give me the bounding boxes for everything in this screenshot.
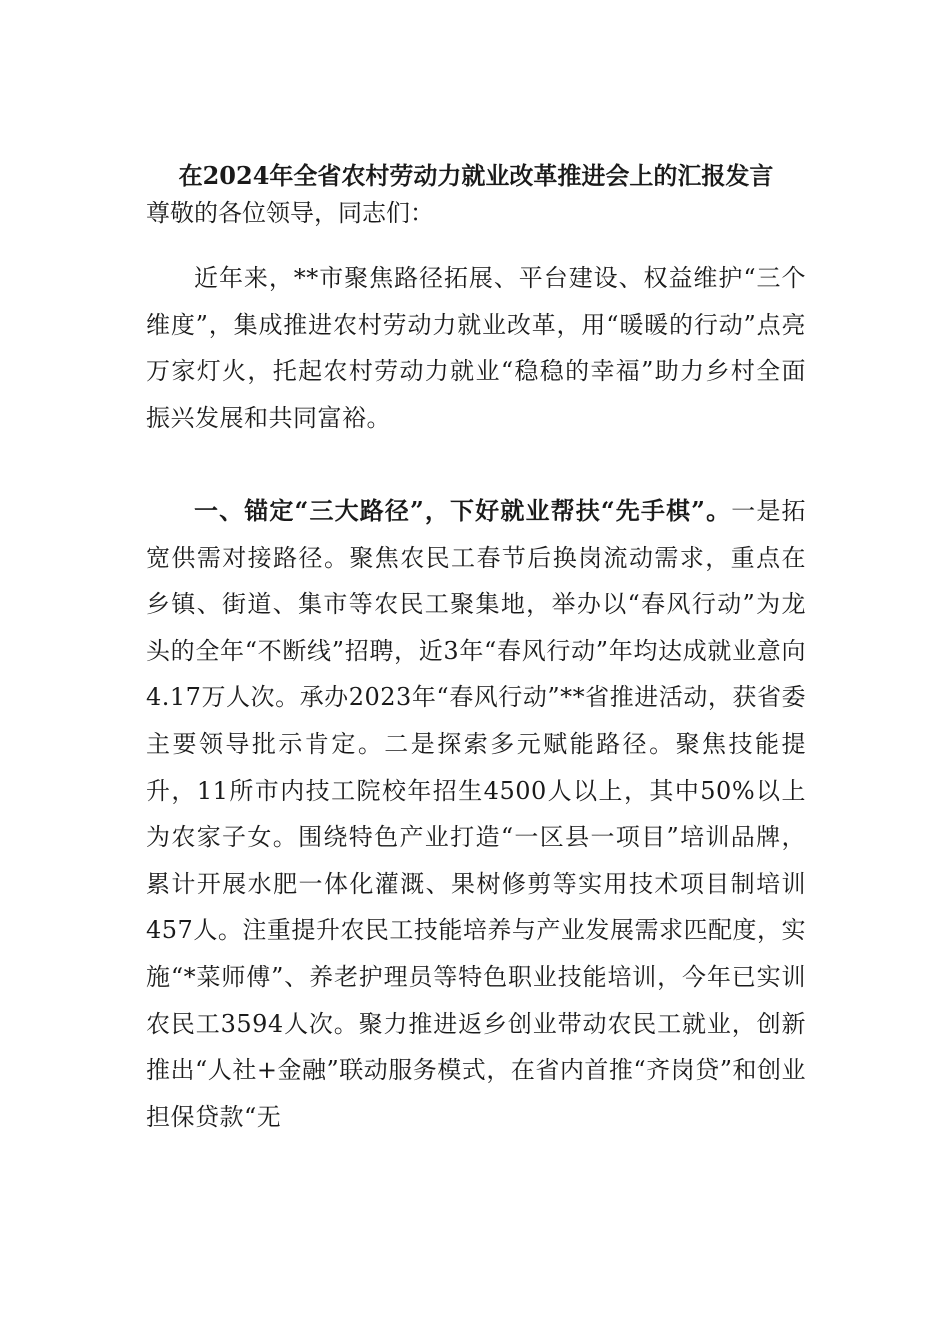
section-heading: 一、锚定“三大路径”，下好就业帮扶“先手棋”。 (194, 496, 732, 525)
paragraph-section-1 (146, 488, 806, 1140)
salutation: 尊敬的各位领导，同志们： (146, 199, 434, 227)
paragraph-intro: 近年来，**市聚焦路径拓展、平台建设、权益维护“三个维度”，集成推进农村劳动力就业改革，用“暖暖的行动”点亮万家灯火，托起农村劳动力就业“稳稳的幸福”助力乡村全面振兴发展和共同富裕。 (146, 264, 806, 432)
section-body: 一是拓宽供需对接路径。聚焦农民工春节后换岗流动需求，重点在乡镇、街道、集市等农民工聚集地，举办以“春风行动”为龙头的全年“不断线”招聘，近3年“春风行动”年均达成就业意向4.17万人次。承办2023年“春风行动”**省推进活动，获省委主要领导批示肯定。二是探索多元赋能路径。聚焦技能提升，11所市内技工院校年招生4500人以上，其中50%以上为农家子女。围绕特色产业打造“一区县一项目”培训品牌，累计开展水肥一体化灌溉、果树修剪等实用技术项目制培训457人。注重提升农民工技能培养与产业发展需求匹配度，实施“*菜师傅”、养老护理员等特色职业技能培训，今年已实训农民工3594人次。聚力推进返乡创业带动农民工就业，创新推出“人社+金融”联动服务模式，在省内首推“齐岗贷”和创业担保贷款“无 (146, 497, 807, 1131)
document-title: 在2024年全省农村劳动力就业改革推进会上的汇报发言 (178, 161, 774, 190)
